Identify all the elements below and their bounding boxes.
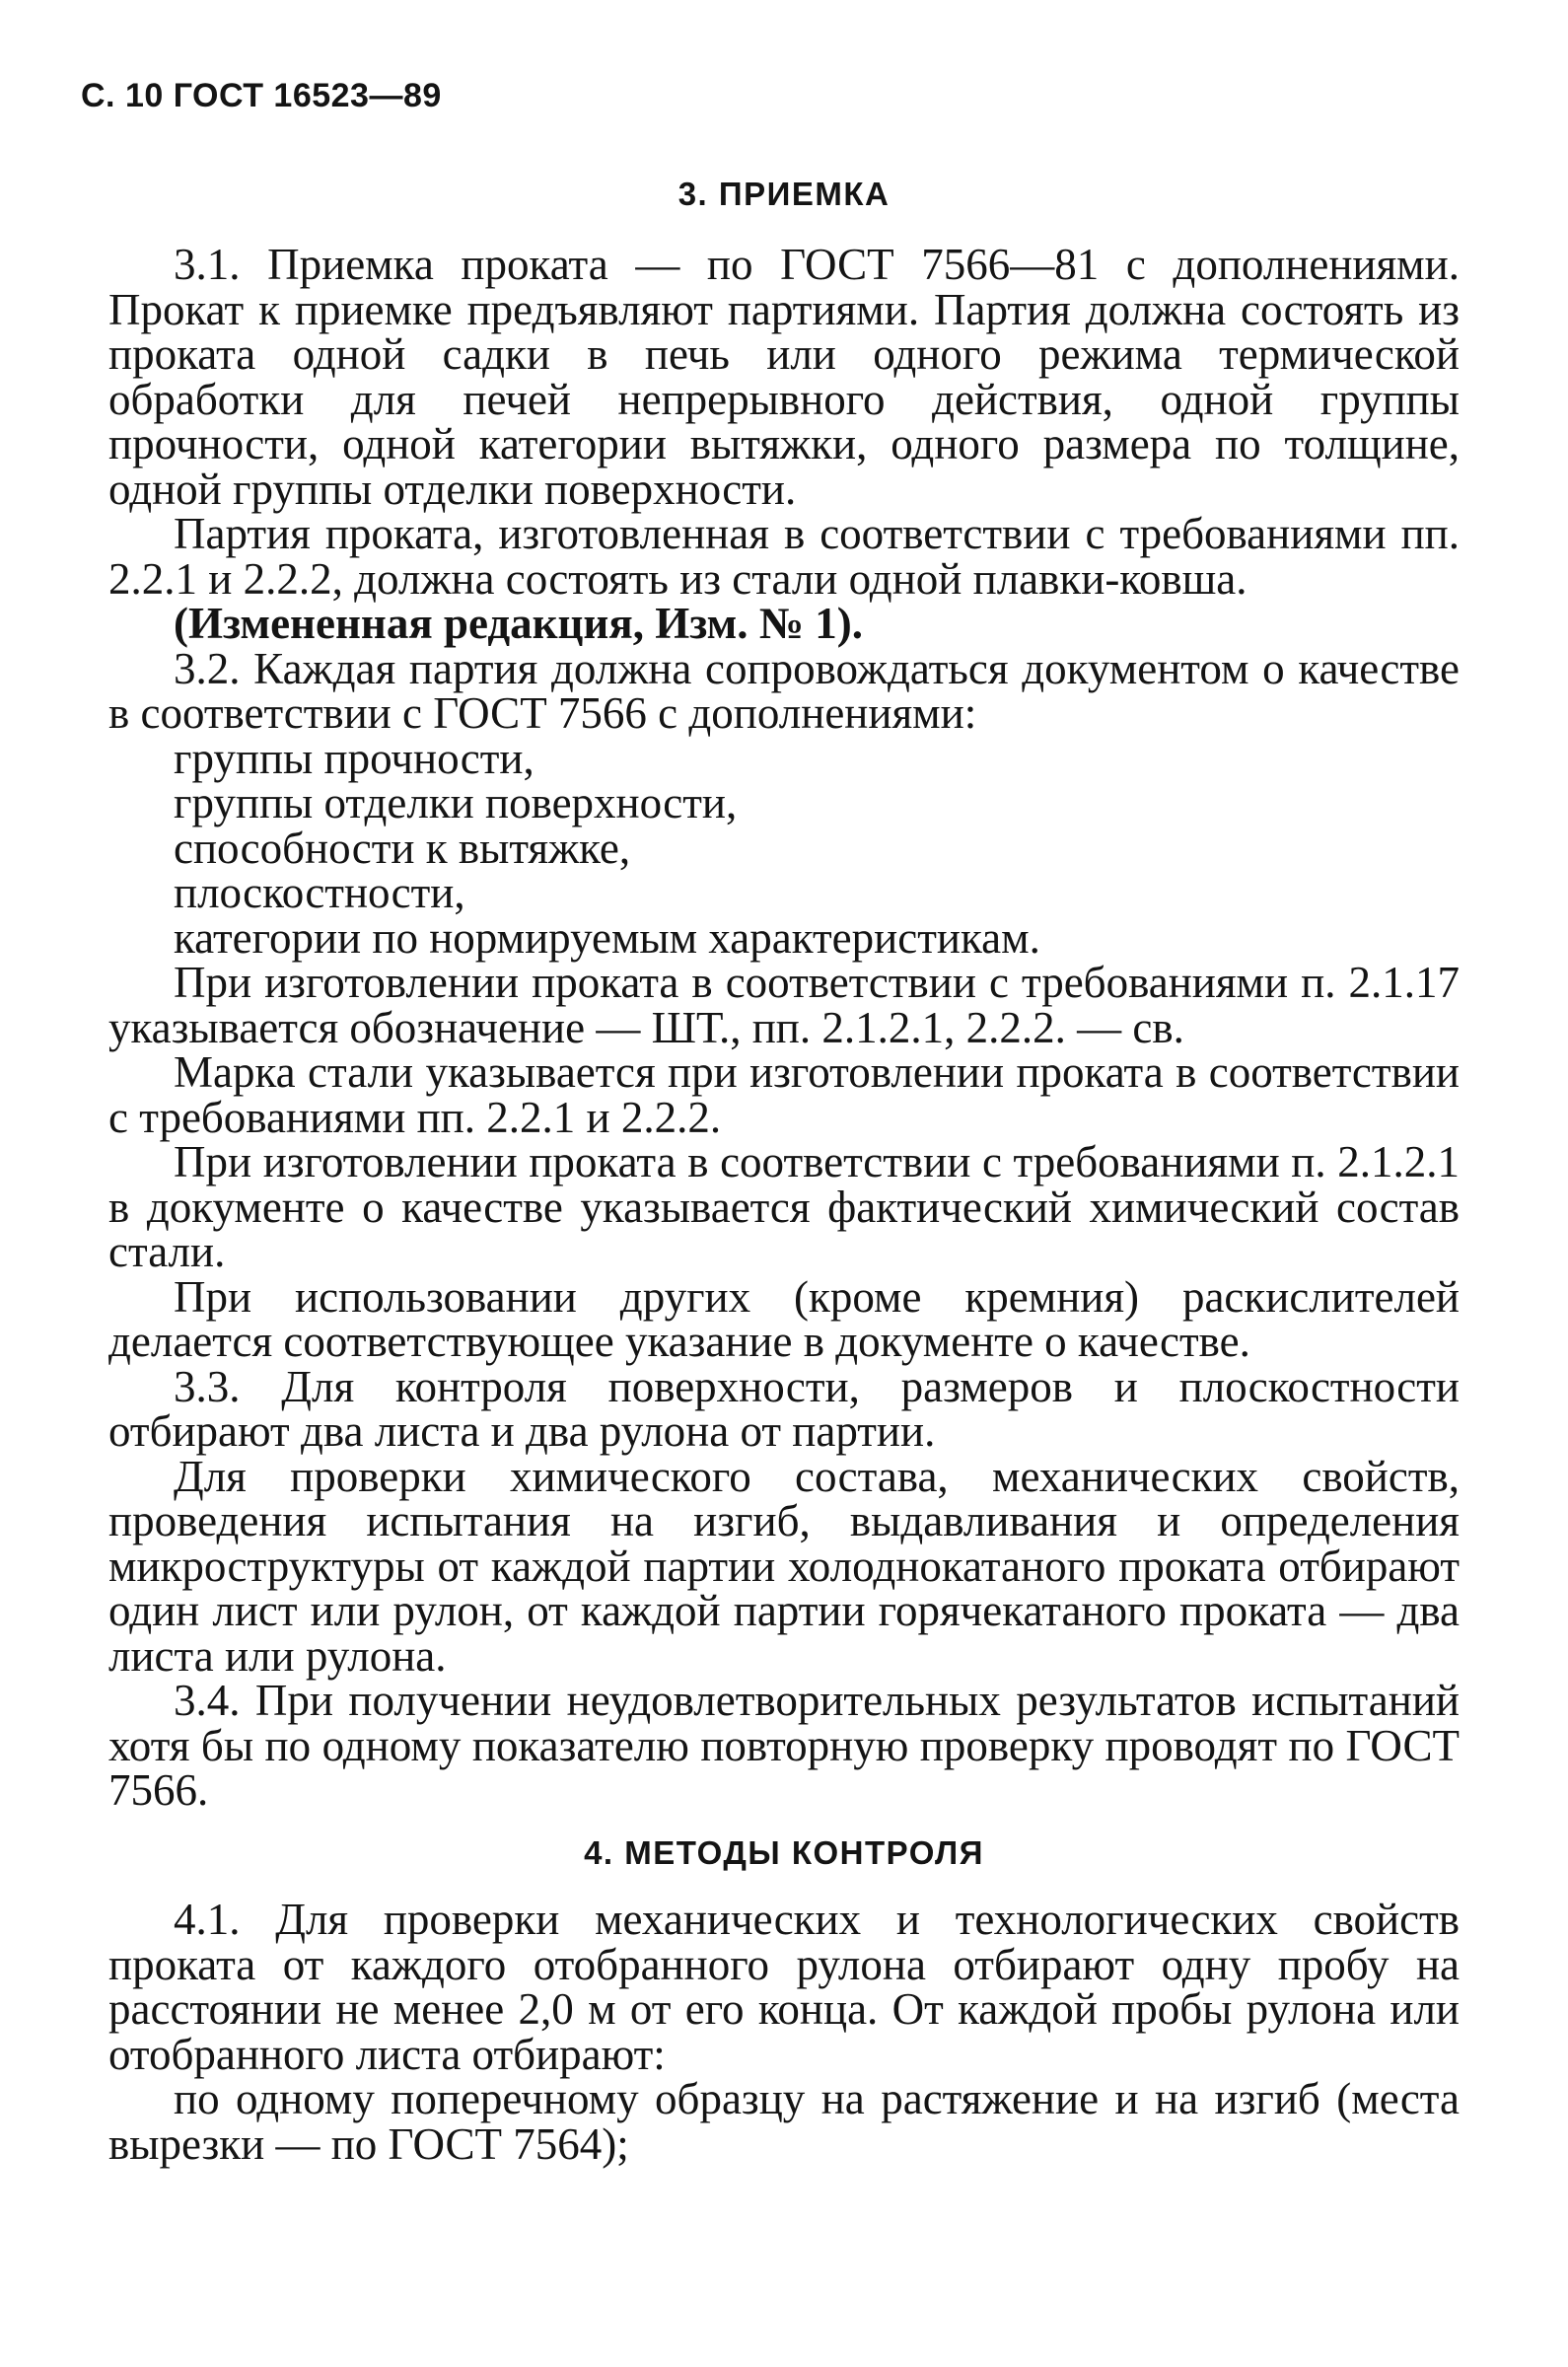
paragraph-designation: При изготовлении проката в соответствии с требованиями п. 2.1.17 указывается обозначение — ШТ., пп. 2.1.2.1, 2.2.2. — св.: [108, 958, 1460, 1052]
list-item: категории по нормируемым характеристикам.: [174, 912, 1040, 963]
section-3-body: [108, 240, 1460, 1815]
paragraph-deoxidizers: При использовании других (кроме кремния) раскислителей делается соответствующее указание в документе о качестве.: [108, 1271, 1460, 1366]
paragraph-4-1: 4.1. Для проверки механических и технологических свойств проката от каждого отобранного рулона отбирают одну пробу на расстоянии не менее 2,0 м от его конца. От каждой пробы рулона или отобранного листа отбирают:: [108, 1895, 1460, 2079]
amendment-note: (Измененная редакция, Изм. № 1).: [174, 599, 864, 648]
section-4-title: 4. МЕТОДЫ КОНТРОЛЯ: [584, 1834, 984, 1871]
paragraph-steel-grade: Марка стали указывается при изготовлении проката в соответствии с требованиями пп. 2.2.1 и 2.2.2.: [108, 1047, 1460, 1142]
paragraph-3-1: 3.1. Приемка проката — по ГОСТ 7566—81 с дополнениями. Прокат к приемке предъявляют партиями. Партия должна состоять из проката одной садки в печь или одного режима термической обработки для печей непрерывного действия, одной группы прочности, одной категории вытяжки, одного размера по толщине, одной группы отделки поверхности.: [108, 240, 1460, 514]
section-3-title: 3. ПРИЕМКА: [677, 176, 891, 212]
paragraph-3-3: 3.3. Для контроля поверхности, размеров и плоскостности отбирают два листа и два рулона от партии.: [108, 1361, 1460, 1456]
paragraph-specimens: по одному поперечному образцу на растяжение и на изгиб (места вырезки — по ГОСТ 7564);: [108, 2074, 1460, 2169]
list-item: группы прочности,: [174, 733, 535, 783]
list-item: группы отделки поверхности,: [174, 778, 738, 827]
list-item: способности к вытяжке,: [174, 823, 631, 873]
paragraph-lot-melt: Партия проката, изготовленная в соответствии с требованиями пп. 2.2.1 и 2.2.2, должна состоять из стали одной плавки-ковша.: [108, 509, 1460, 604]
section-4-body: [108, 1895, 1460, 2169]
paragraph-3-2: 3.2. Каждая партия должна сопровождаться документом о качестве в соответствии с ГОСТ 7566 с дополнениями:: [108, 643, 1460, 738]
list-item: плоскостности,: [174, 868, 465, 917]
paragraph-chemical-composition: При изготовлении проката в соответствии с требованиями п. 2.1.2.1 в документе о качестве указывается фактический химический состав стали.: [108, 1137, 1460, 1276]
paragraph-sampling: Для проверки химического состава, механических свойств, проведения испытания на изгиб, выдавливания и определения микроструктуры от каждой партии холоднокатаного проката отбирают один лист или рулон, от каждой партии горячекатаного проката — два листа или рулона.: [108, 1451, 1460, 1681]
running-head: С. 10 ГОСТ 16523—89: [81, 77, 442, 114]
paragraph-3-4: 3.4. При получении неудовлетворительных результатов испытаний хотя бы по одному показателю повторную проверку проводят по ГОСТ 7566.: [108, 1676, 1460, 1815]
